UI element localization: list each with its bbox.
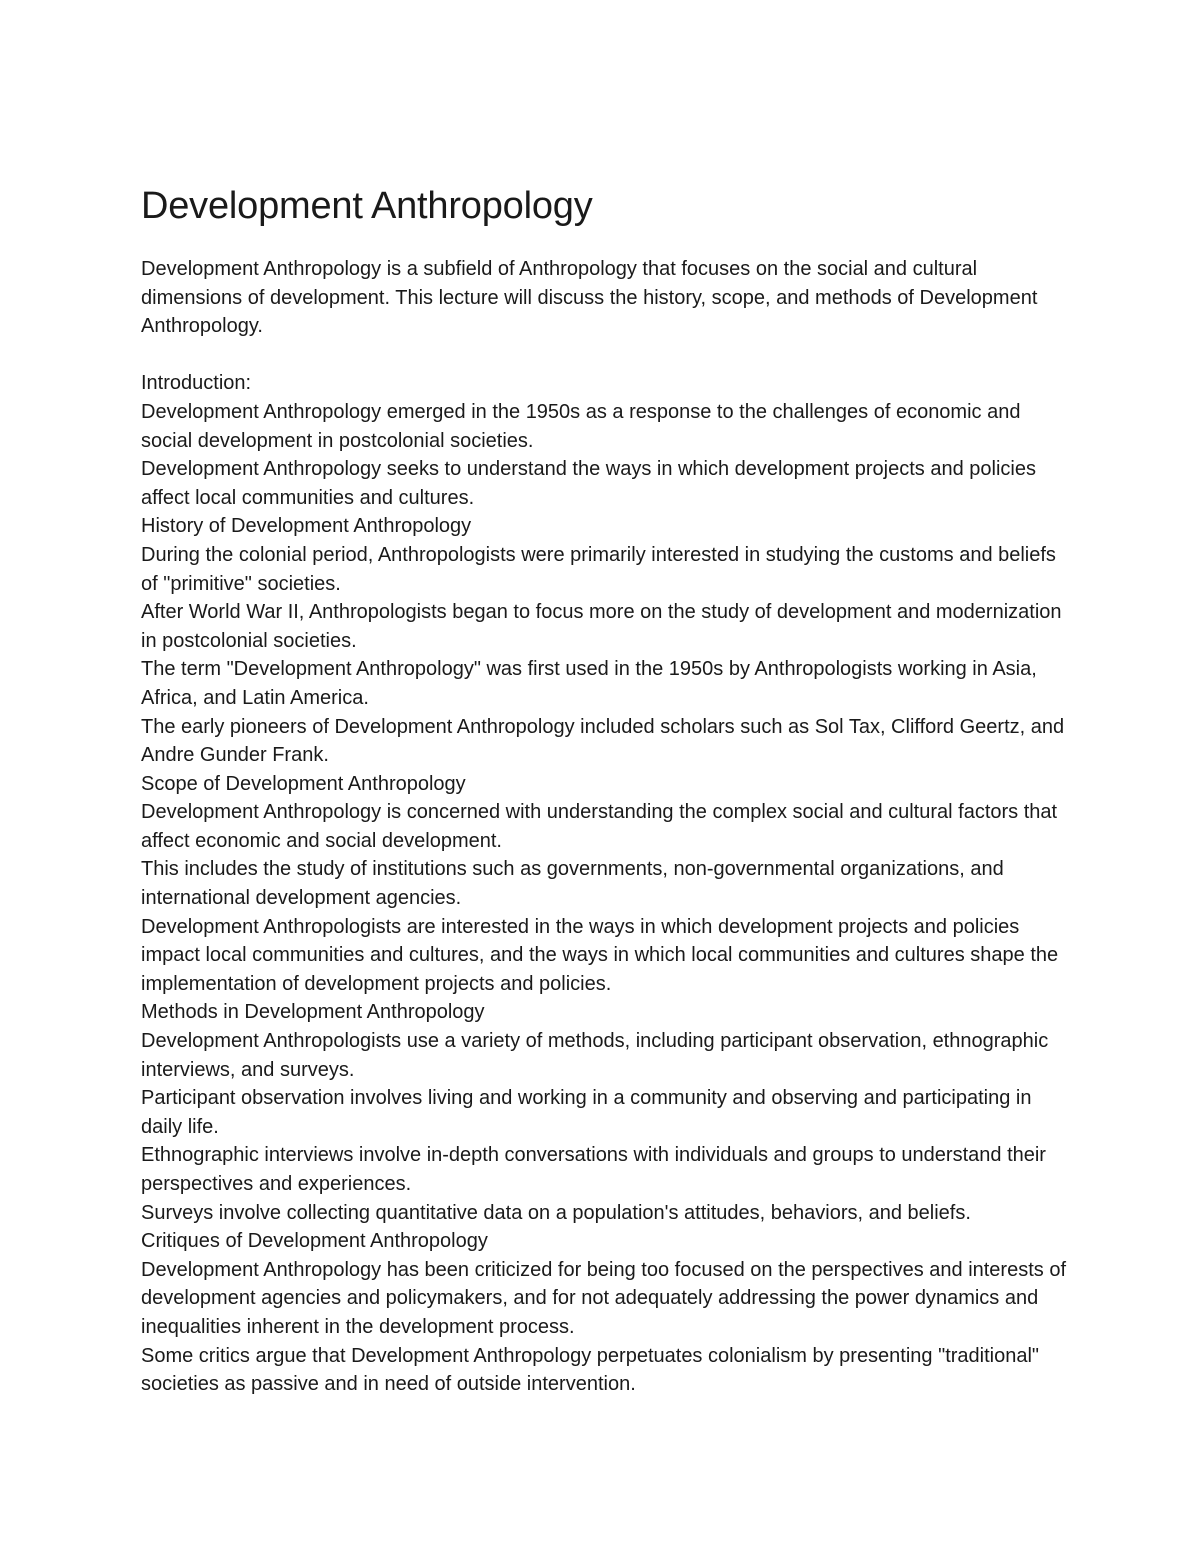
text-line: This includes the study of institutions such as governments, non-governmental organizations, and international development agencies.: [141, 858, 1004, 910]
document-page: [141, 180, 1066, 1399]
text-line: Development Anthropologists use a variety of methods, including participant observation, ethnographic interviews, and surveys.: [141, 1030, 1049, 1081]
section-heading-introduction: Introduction:: [141, 372, 252, 395]
text-line: The term "Development Anthropology" was first used in the 1950s by Anthropologists working in Asia, Africa, and Latin America.: [141, 658, 1037, 709]
document-title: Development Anthropology: [141, 185, 593, 227]
text-line: Development Anthropologists are interested in the ways in which development projects and policies impact local communities and cultures, and the ways in which local communities and cultures shape the implementation of development projects and policies.: [141, 915, 1059, 995]
paragraph-spacer: [141, 341, 1066, 370]
section-heading-critiques: Critiques of Development Anthropology: [141, 1230, 488, 1253]
intro-paragraph: Development Anthropology is a subfield of Anthropology that focuses on the social and cultural dimensions of development. This lecture will discuss the history, scope, and methods of Development Anthropology.: [141, 258, 1038, 338]
text-line: During the colonial period, Anthropologists were primarily interested in studying the customs and beliefs of "primitive" societies.: [141, 543, 1056, 595]
text-line: Some critics argue that Development Anthropology perpetuates colonialism by presenting "traditional" societies as passive and in need of outside intervention.: [141, 1344, 1040, 1396]
text-line: Participant observation involves living and working in a community and observing and participating in daily life.: [141, 1087, 1032, 1138]
text-line: After World War II, Anthropologists began to focus more on the study of development and modernization in postcolonial societies.: [141, 601, 1062, 652]
text-line: Ethnographic interviews involve in-depth conversations with individuals and groups to understand their perspectives and experiences.: [141, 1144, 1046, 1195]
text-line: Development Anthropology seeks to understand the ways in which development projects and policies affect local communities and cultures.: [141, 458, 1036, 509]
text-line: Surveys involve collecting quantitative data on a population's attitudes, behaviors, and beliefs.: [141, 1201, 971, 1224]
section-heading-history: History of Development Anthropology: [141, 515, 472, 538]
text-line: Development Anthropology emerged in the 1950s as a response to the challenges of economic and social development in postcolonial societies.: [141, 400, 1021, 452]
text-line: Development Anthropology is concerned with understanding the complex social and cultural factors that affect economic and social development.: [141, 801, 1058, 852]
section-heading-scope: Scope of Development Anthropology: [141, 772, 466, 795]
text-line: Development Anthropology has been criticized for being too focused on the perspectives and interests of development agencies and policymakers, and for not adequately addressing the power dynamics and inequalities inherent in the development process.: [141, 1258, 1067, 1338]
section-heading-methods: Methods in Development Anthropology: [141, 1001, 485, 1024]
text-line: The early pioneers of Development Anthropology included scholars such as Sol Tax, Clifford Geertz, and Andre Gunder Frank.: [141, 715, 1065, 767]
